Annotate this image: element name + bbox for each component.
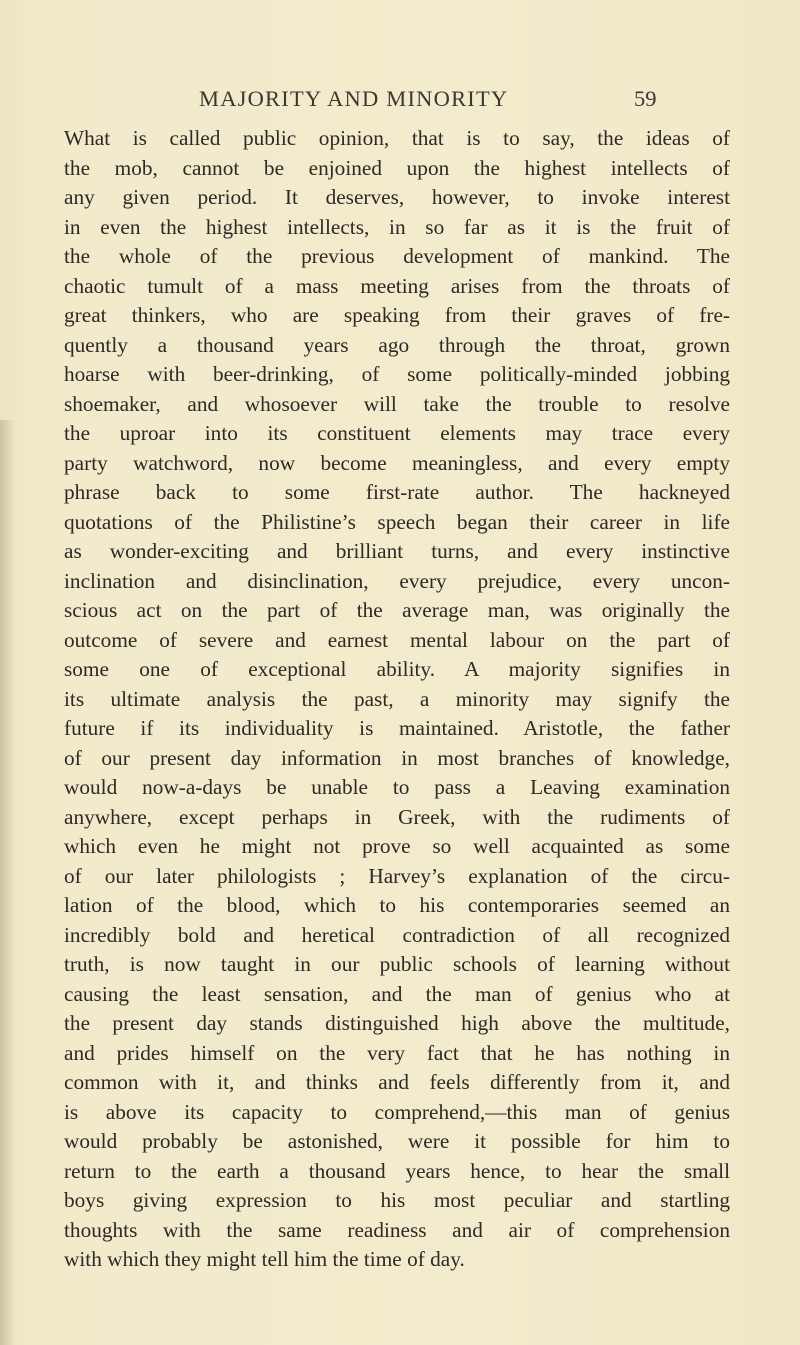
text-line: hoarse with beer-drinking, of some politically-minded jobbing — [64, 362, 730, 386]
text-line: great thinkers, who are speaking from their graves of fre- — [64, 303, 730, 327]
text-line: the mob, cannot be enjoined upon the highest intellects of — [64, 155, 730, 180]
text-line: of our later philologists ; Harvey’s explanation of the circu- — [64, 863, 730, 888]
text-line: would probably be astonished, were it possible for him to — [64, 1129, 730, 1153]
text-line: boys giving expression to his most peculiar and startling — [64, 1188, 730, 1212]
text-line: lation of the blood, which to his contemporaries seemed an — [64, 893, 730, 917]
text-line: in even the highest intellects, in so far as it is the fruit of — [64, 214, 730, 239]
body-paragraph — [64, 124, 730, 1275]
text-line: anywhere, except perhaps in Greek, with the rudiments of — [64, 804, 730, 829]
text-line: causing the least sensation, and the man of genius who at — [64, 981, 730, 1006]
text-line: is above its capacity to comprehend,—this man of genius — [64, 1099, 730, 1124]
text-line: which even he might not prove so well acquainted as some — [64, 834, 730, 858]
text-line: inclination and disinclination, every prejudice, every uncon- — [64, 568, 730, 593]
text-line: and prides himself on the very fact that he has nothing in — [64, 1040, 730, 1065]
text-line: its ultimate analysis the past, a minority may signify the — [64, 686, 730, 711]
text-line: common with it, and thinks and feels differently from it, and — [64, 1070, 730, 1094]
text-line: with which they might tell him the time of day. — [64, 1247, 465, 1271]
text-line: the uproar into its constituent elements may trace every — [64, 421, 730, 445]
text-line: the present day stands distinguished high above the multitude, — [64, 1011, 730, 1035]
text-line: of our present day information in most branches of knowledge, — [64, 745, 730, 770]
text-line: What is called public opinion, that is to say, the ideas of — [64, 126, 730, 150]
text-line: quotations of the Philistine’s speech began their career in life — [64, 509, 730, 534]
text-line: the whole of the previous development of mankind. The — [64, 244, 730, 268]
text-line: any given period. It deserves, however, to invoke interest — [64, 185, 730, 209]
text-line: chaotic tumult of a mass meeting arises from the throats of — [64, 273, 730, 298]
text-line: incredibly bold and heretical contradiction of all recognized — [64, 922, 730, 947]
text-line: future if its individuality is maintained. Aristotle, the father — [64, 716, 730, 740]
text-line: thoughts with the same readiness and air of comprehension — [64, 1217, 730, 1242]
text-line: as wonder-exciting and brilliant turns, and every instinctive — [64, 539, 730, 563]
text-line: quently a thousand years ago through the throat, grown — [64, 332, 730, 357]
text-line: truth, is now taught in our public schools of learning without — [64, 952, 730, 976]
running-head-title: MAJORITY AND MINORITY — [199, 86, 509, 111]
text-line: scious act on the part of the average man, was originally the — [64, 598, 730, 622]
running-head — [0, 86, 800, 116]
text-line: shoemaker, and whosoever will take the trouble to resolve — [64, 391, 730, 416]
page-number: 59 — [634, 86, 657, 111]
text-line: outcome of severe and earnest mental labour on the part of — [64, 627, 730, 652]
text-line: party watchword, now become meaningless, and every empty — [64, 450, 730, 475]
text-line: some one of exceptional ability. A majority signifies in — [64, 657, 730, 681]
text-line: would now-a-days be unable to pass a Leaving examination — [64, 775, 730, 799]
text-line: phrase back to some first-rate author. The hackneyed — [64, 480, 730, 504]
binding-shadow — [0, 420, 16, 1345]
text-line: return to the earth a thousand years hence, to hear the small — [64, 1158, 730, 1183]
